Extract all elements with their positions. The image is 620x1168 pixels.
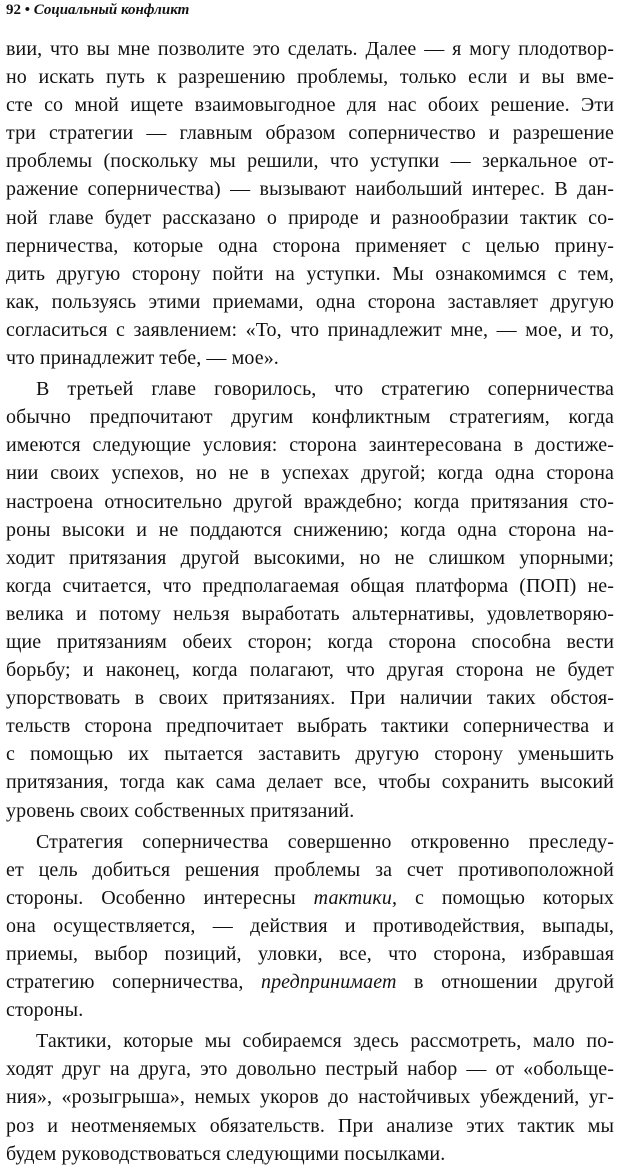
emphasis-tactics: тактики, bbox=[313, 886, 398, 909]
text-line: притязания, тогда как сама делает все, чтобы сохранить высокий bbox=[6, 771, 614, 794]
text-line: она осуществляется, — действия и противодействия, выпады, bbox=[6, 914, 614, 937]
text-line: имеются следующие условия: сторона заинтересована в достиже- bbox=[6, 434, 614, 457]
text-line: ния», «розыгрыша», немых укоров до настойчивых убеждений, уг- bbox=[6, 1086, 614, 1109]
text-line: перничества, которые одна сторона применяет с целью прину- bbox=[6, 234, 614, 257]
paragraph bbox=[6, 35, 614, 372]
text-line: уровень своих собственных притязаний. bbox=[6, 799, 355, 822]
text-line: как, пользуясь этими приемами, одна сторона заставляет другую bbox=[6, 290, 614, 313]
text-line bbox=[6, 884, 614, 912]
page-number: 92 bbox=[6, 2, 21, 18]
text-line: будем руководствоваться следующими посылками. bbox=[6, 1142, 446, 1165]
text-line: упорствовать в своих притязаниях. При наличии таких обстоя- bbox=[6, 687, 614, 710]
paragraph bbox=[6, 828, 614, 1025]
text-line: ражение соперничества) — вызывают наибольший интерес. В дан- bbox=[6, 178, 614, 201]
text-line: но искать путь к разрешению проблемы, только если и вы вме- bbox=[6, 66, 614, 89]
running-title: Социальный конфликт bbox=[33, 2, 190, 18]
text-line: щие притязаниям обеих сторон; когда сторона способна вести bbox=[6, 630, 614, 653]
text-line: Тактики, которые мы собираемся здесь рассмотреть, мало по- bbox=[36, 1030, 614, 1053]
text-line: велика и потому нельзя выработать альтернативы, удовлетворяю- bbox=[6, 602, 614, 625]
text-line: роз и неотменяемых обязательств. При анализе этих тактик мы bbox=[6, 1114, 614, 1137]
text-line: ет цель добиться решения проблемы за счет противоположной bbox=[6, 858, 614, 881]
text-line: три стратегии — главным образом соперничество и разрешение bbox=[6, 122, 614, 145]
text-line: согласиться с заявлением: «То, что принадлежит мне, — мое, и то, bbox=[6, 318, 614, 341]
text-run: с помощью которых bbox=[397, 886, 614, 909]
text-line bbox=[6, 968, 614, 996]
paragraph bbox=[6, 1027, 614, 1167]
text-line: Стратегия соперничества совершенно откровенно преследу- bbox=[36, 830, 614, 853]
text-run: стратегию соперничества, bbox=[6, 971, 261, 994]
text-line: ходит притязания другой высокими, но не слишком упорными; bbox=[6, 546, 614, 569]
text-line: дить другую сторону пойти на уступки. Мы ознакомимся с тем, bbox=[6, 262, 614, 285]
text-line: роны высоки и не поддаются снижению; когда одна сторона на- bbox=[6, 518, 614, 541]
emphasis-undertakes: предпринимает bbox=[260, 971, 397, 994]
text-run: в отношении другой bbox=[396, 971, 614, 994]
text-line: В третьей главе говорилось, что стратегию соперничества bbox=[36, 378, 614, 401]
text-line: борьбу; и наконец, когда полагают, что другая сторона не будет bbox=[6, 659, 614, 682]
paragraph bbox=[6, 375, 614, 825]
text-line: настроена относительно другой враждебно; когда притязания сто- bbox=[6, 490, 614, 513]
text-line: вии, что вы мне позволите это сделать. Далее — я могу плодотвор- bbox=[6, 38, 614, 60]
text-line: ной главе будет рассказано о природе и разнообразии тактик со- bbox=[6, 206, 614, 229]
text-line: с помощью их пытается заставить другую сторону уменьшить bbox=[6, 743, 614, 766]
text-line: стороны. bbox=[6, 999, 84, 1022]
text-line: когда считается, что предполагаемая общая платформа (ПОП) не- bbox=[6, 574, 614, 597]
text-line: что принадлежит тебе, — мое». bbox=[6, 347, 279, 370]
text-line: сте со мной ищете взаимовыгодное для нас обоих решение. Эти bbox=[6, 94, 614, 117]
text-line: нии своих успехов, но не в успехах другой; когда одна сторона bbox=[6, 462, 614, 485]
text-line: обычно предпочитают другим конфликтным стратегиям, когда bbox=[6, 406, 614, 429]
text-line: тельств сторона предпочитает выбрать тактики соперничества и bbox=[6, 715, 614, 738]
running-head bbox=[6, 0, 189, 20]
header-separator: • bbox=[24, 2, 31, 18]
text-run: стороны. Особенно интересны bbox=[6, 886, 314, 909]
text-line: приемы, выбор позиций, уловки, все, что сторона, избравшая bbox=[6, 943, 614, 965]
text-line: ходят друг на друга, это довольно пестрый набор — от «обольще- bbox=[6, 1058, 614, 1081]
text-line: проблемы (поскольку мы решили, что уступки — зеркальное от- bbox=[6, 150, 614, 173]
body-text bbox=[6, 35, 614, 1168]
